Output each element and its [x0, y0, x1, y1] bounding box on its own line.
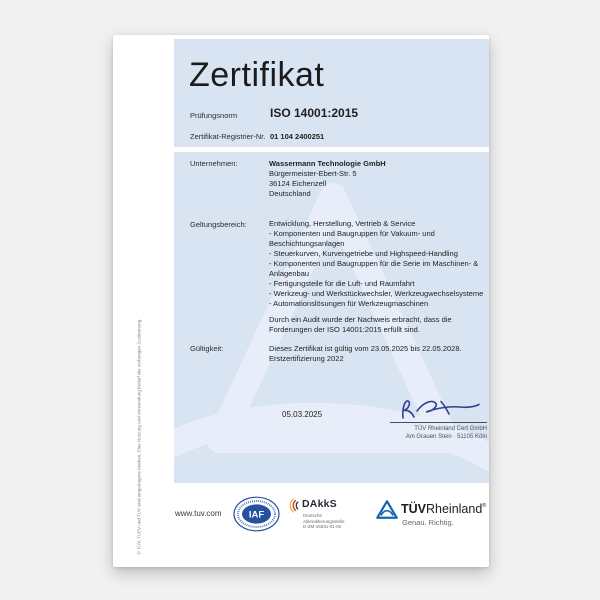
certificate-page	[113, 35, 489, 567]
scope-line: - Automationslösungen für Werkzeugmaschinen	[269, 299, 429, 308]
scope-line: - Fertigungsteile für die Luft- und Raumfahrt	[269, 279, 415, 288]
scope-line: - Komponenten und Baugruppen für Vakuum- und	[269, 229, 435, 238]
scope-line: - Werkzeug- und Werkstückwechsler, Werkzeugwechselsysteme	[269, 289, 484, 298]
company-address-line: Deutschland	[269, 189, 311, 198]
tuv-website-link[interactable]: www.tuv.com	[175, 509, 222, 518]
dakks-subtext	[303, 513, 367, 530]
tuv-rheinland-wordmark-rest: Rheinland	[426, 502, 483, 516]
registered-trademark-symbol: ®	[482, 503, 487, 509]
dakks-subtext-line: Akkreditierungsstelle	[303, 518, 345, 524]
tuv-rheinland-wordmark-bold: TÜV	[401, 502, 426, 516]
tuv-rheinland-tagline: Genau. Richtig.	[402, 518, 454, 527]
validity-block	[269, 344, 462, 364]
validity-line: Erstzertifizierung 2022	[269, 354, 344, 363]
issue-date: 05.03.2025	[282, 410, 323, 419]
scope-label: Geltungsbereich:	[190, 220, 247, 229]
company-label: Unternehmen:	[190, 159, 238, 168]
header-panel	[174, 39, 489, 147]
company-address-line: Bürgermeister-Ebert-Str. 5	[269, 169, 357, 178]
sidebar-copyright-note: © TÜV, TUEV und TUV sind eingetragene Marken. Eine Nutzung und Verwendung bedarf der vorherigen Zustimmung.	[136, 318, 142, 555]
tuv-rheinland-wordmark	[401, 502, 486, 516]
scope-line: - Komponenten und Baugruppen für die Serie im Maschinen- &	[269, 259, 479, 268]
dakks-subtext-line: D-ZM-16031-01-00	[303, 524, 342, 529]
validity-label: Gültigkeit:	[190, 344, 224, 353]
issuer-name: TÜV Rheinland Cert GmbH	[414, 426, 487, 432]
audit-statement	[269, 315, 452, 335]
standard-value: ISO 14001:2015	[270, 106, 359, 120]
issuer-block	[313, 426, 487, 441]
company-block	[269, 159, 386, 199]
tuv-rheinland-triangle-icon	[376, 499, 398, 520]
standard-label: Prüfungsnorm	[190, 111, 238, 120]
dakks-wordmark: DAkkS	[302, 498, 337, 510]
company-name: Wassermann Technologie GmbH	[269, 159, 386, 168]
dakks-logo	[287, 498, 367, 530]
scope-block	[269, 219, 483, 309]
audit-statement-line: Durch ein Audit wurde der Nachweis erbracht, dass die	[269, 315, 452, 324]
signature-scribble	[396, 395, 484, 423]
dakks-waves-icon	[287, 498, 300, 513]
issuer-address: Am Grauen Stein · 51105 Köln	[405, 433, 487, 440]
dakks-subtext-line: Deutsche	[303, 513, 323, 518]
signature-line	[390, 422, 487, 423]
audit-statement-line: Forderungen der ISO 14001:2015 erfüllt sind.	[269, 325, 420, 334]
iaf-seal-label: IAF	[248, 509, 265, 521]
validity-line: Dieses Zertifikat ist gültig vom 23.05.2025 bis 22.05.2028.	[269, 344, 462, 353]
scope-line: Anlagenbau	[269, 269, 310, 278]
scope-line: Entwicklung, Herstellung, Vertrieb & Service	[269, 219, 416, 228]
registry-number-value: 01 104 2400251	[270, 131, 325, 141]
registry-number-label: Zertifikat-Registrier-Nr.	[190, 132, 266, 141]
iaf-seal-icon	[233, 496, 280, 532]
scope-line: Beschichtungsanlagen	[269, 239, 345, 248]
company-address-line: 36124 Eichenzell	[269, 179, 327, 188]
page-title: Zertifikat	[189, 56, 325, 94]
scope-line: - Steuerkurven, Kurvengetriebe und Highspeed-Handling	[269, 249, 458, 258]
